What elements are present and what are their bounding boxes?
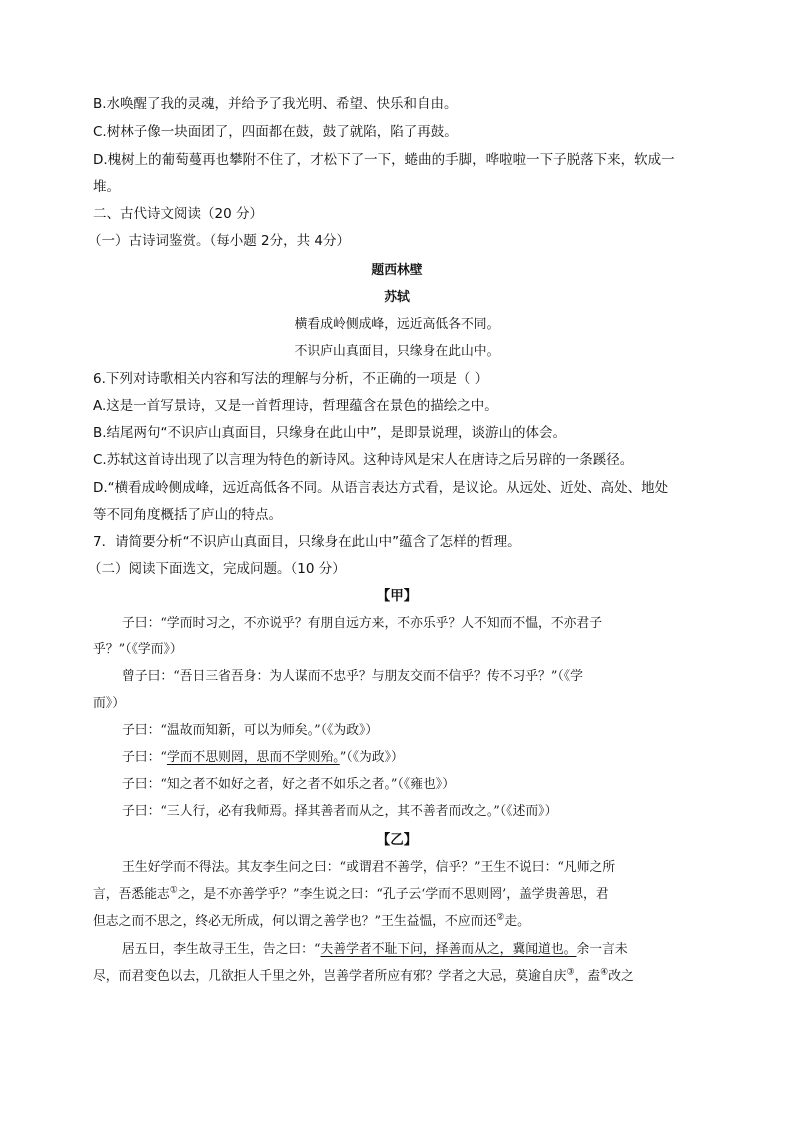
jia-para4-suffix: ”（《为政》）	[339, 750, 404, 765]
q6-option-d-line1: D.“横看成岭侧成峰，远近高低各不同。从语言表达方式看，是议论。从远处、近处、高处、地处	[93, 480, 669, 496]
part2-title: （二）阅读下面选文，完成问题。（10 分）	[88, 561, 346, 577]
poem-author: 苏轼	[384, 290, 410, 305]
q7-stem: 7．请简要分析“不识庐山真面目，只缘身在此山中”蕴含了怎样的哲理。	[93, 534, 521, 550]
yi-para2-line2-c: 改之	[608, 969, 634, 984]
jia-para3: 子曰：“温故而知新，可以为师矣。”（《为政》）	[122, 723, 379, 738]
poem-title: 题西林壁	[371, 263, 423, 278]
jia-para1-line2: 乎？”（《学而》）	[93, 642, 183, 657]
jia-para4	[122, 748, 404, 768]
yi-para2-underlined-sentence: 夫善学者不耻下问，择善而从之，冀闻道也。	[320, 942, 577, 957]
q6-option-c: C.苏轼这首诗出现了以言理为特色的新诗风。这种诗风是宋人在唐诗之后另辟的一条蹊径。	[93, 452, 634, 468]
footnote-marker-2: ②	[496, 912, 505, 923]
jia-para2-line1: 曾子曰：“吾日三省吾身：为人谋而不忠乎？与朋友交而不信乎？传不习乎？”（《学	[122, 669, 583, 684]
yi-para1-line1: 王生好学而不得法。其友李生问之曰：“或谓君不善学，信乎？”王生不说曰：“凡师之所	[122, 860, 616, 875]
jia-para4-underlined-sentence: 学而不思则罔，思而不学则殆。	[166, 750, 340, 765]
yi-para2-line2-a: 尽，而君变色以去，几欲拒人千里之外，岂善学者所应有邪？学者之大忌，莫逾自庆	[93, 969, 567, 984]
q6-option-b: B.结尾两句“不识庐山真面目，只缘身在此山中”，是即景说理，谈游山的体会。	[93, 425, 567, 441]
jia-para4-prefix: 子曰：“	[122, 750, 167, 765]
yi-para2-line2	[93, 967, 634, 987]
yi-para2-line1-b: 余一言未	[576, 942, 628, 957]
yi-para1-line2-b: 之，是不亦善学乎？”李生说之曰：“孔子云‘学而不思则罔’，盖学贵善思，君	[177, 887, 609, 902]
q5-option-c: C.树林子像一块面团了，四面都在鼓，鼓了就陷，陷了再鼓。	[93, 124, 458, 140]
yi-para1-line3-b: 走。	[504, 914, 530, 929]
yi-para1-line2	[93, 885, 609, 905]
footnote-marker-4: ④	[600, 967, 609, 978]
q5-option-b: B.水唤醒了我的灵魂，并给予了我光明、希望、快乐和自由。	[93, 96, 458, 112]
q5-option-d-line1: D.槐树上的葡萄蔓再也攀附不住了，才松下了一下，蜷曲的手脚，哗啦啦一下子脱落下来，软成一	[93, 152, 675, 168]
jia-heading: 【甲】	[376, 588, 418, 604]
q6-option-d-line2: 等不同角度概括了庐山的特点。	[93, 507, 282, 523]
poem-line-1: 横看成岭侧成峰，远近高低各不同。	[294, 317, 500, 332]
yi-para1-line3	[93, 912, 530, 932]
yi-para2-line1	[122, 940, 628, 960]
poem-line-2: 不识庐山真面目，只缘身在此山中。	[294, 344, 500, 359]
jia-para6: 子曰：“三人行，必有我师焉。择其善者而从之，其不善者而改之。”（《述而》）	[122, 804, 558, 819]
q6-stem: 6.下列对诗歌相关内容和写法的理解与分析，不正确的一项是（ ）	[93, 371, 489, 387]
yi-para1-line3-a: 但志之而不思之，终必无所成，何以谓之善学也？”王生益愠，不应而还	[93, 914, 497, 929]
section2-title: 二、古代诗文阅读（20 分）	[93, 206, 263, 222]
jia-para1-line1: 子曰：“学而时习之，不亦说乎？有朋自远方来，不亦乐乎？人不知而不愠，不亦君子	[122, 616, 603, 631]
part1-title: （一）古诗词鉴赏。（每小题 2分，共 4分）	[88, 233, 351, 249]
footnote-marker-3: ③	[566, 967, 575, 978]
jia-para5: 子曰：“知之者不如好之者，好之者不如乐之者。”（《雍也》）	[122, 777, 455, 792]
jia-para2-line2: 而》）	[93, 696, 125, 711]
yi-para1-line2-a: 言，吾悉能志	[93, 887, 170, 902]
footnote-marker-1: ①	[169, 885, 178, 896]
q5-option-d-line2: 堆。	[93, 179, 120, 195]
q6-option-a: A.这是一首写景诗，又是一首哲理诗，哲理蕴含在景色的描绘之中。	[93, 398, 498, 414]
yi-para2-line1-a: 居五日，李生故寻王生，告之曰：“	[122, 942, 321, 957]
yi-para2-line2-b: ，盍	[574, 969, 601, 984]
yi-heading: 【乙】	[376, 832, 418, 848]
